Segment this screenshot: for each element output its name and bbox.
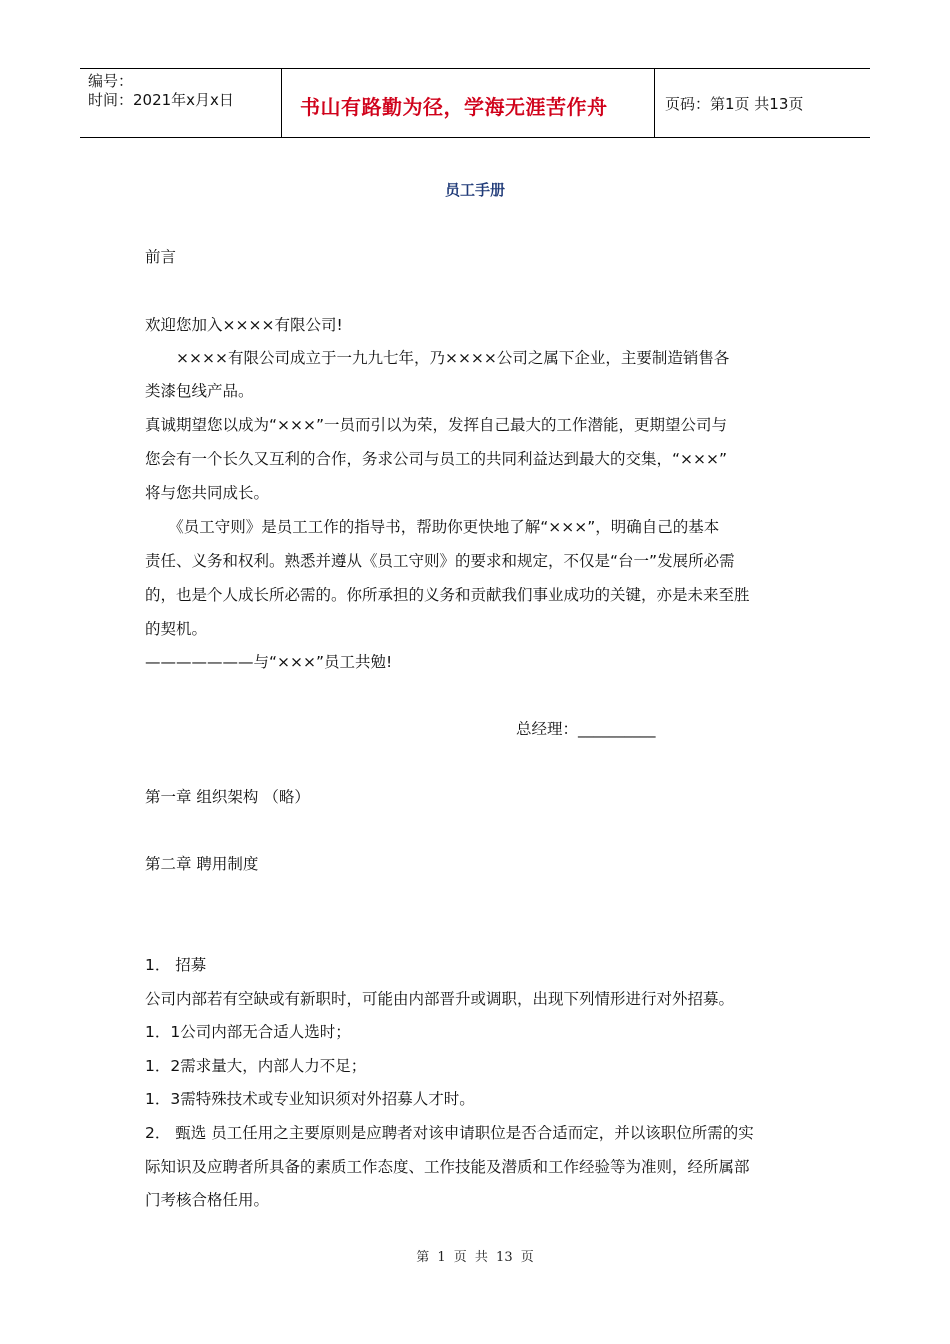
header-page-cell [655,69,870,137]
header-page-info: 页码：第1页 共13页 [665,95,804,113]
body-line: ××××有限公司成立于一九九七年，乃××××公司之属下企业，主要制造销售各 [145,349,730,367]
header-motto-cell [282,69,655,137]
header-motto: 书山有路勤为径，学海无涯苦作舟 [300,95,608,119]
body-line: 将与您共同成长。 [145,484,270,502]
document-date-label: 时间：2021年x月x日 [88,91,234,109]
list-item: 1．2需求量大，内部人力不足； [145,1057,367,1075]
body-line: 门考核合格任用。 [145,1191,270,1209]
motto-line: ———————与“×××”员工共勉! [145,653,393,671]
body-line: 的契机。 [145,620,208,638]
body-line: 《员工守则》是员工工作的指导书，帮助你更快地了解“×××”，明确自己的基本 [145,518,720,536]
body-line: 的，也是个人成长所必需的。你所承担的义务和贡献我们事业成功的关键，亦是未来至胜 [145,586,750,604]
list-item: 1．1公司内部无合适人选时； [145,1023,351,1041]
header-meta-cell [80,69,282,137]
document-header [80,68,870,138]
chapter-2-heading: 第二章 聘用制度 [145,855,259,873]
body-line: 际知识及应聘者所具备的素质工作态度、工作技能及潜质和工作经验等为准则，经所属部 [145,1158,750,1176]
body-line: 2． 甄选 员工任用之主要原则是应聘者对该申请职位是否合适而定，并以该职位所需的实 [145,1124,754,1142]
signature-line: 总经理：__________ [516,720,656,738]
body-line: 真诚期望您以成为“×××”一员而引以为荣，发挥自己最大的工作潜能，更期望公司与 [145,416,728,434]
section-heading: 1． 招募 [145,956,207,974]
welcome-line: 欢迎您加入××××有限公司! [145,316,343,334]
list-item: 1．3需特殊技术或专业知识须对外招募人才时。 [145,1090,475,1108]
preface-heading: 前言 [145,248,177,266]
body-line: 类漆包线产品。 [145,382,254,400]
chapter-1-heading: 第一章 组织架构 （略） [145,788,310,806]
page-footer: 第 1 页 共 13 页 [416,1250,534,1265]
document-number-label: 编号： [88,72,134,90]
body-line: 责任、义务和权利。熟悉并遵从《员工守则》的要求和规定，不仅是“台一”发展所必需 [145,552,735,570]
document-title: 员工手册 [444,181,505,199]
body-line: 公司内部若有空缺或有新职时，可能由内部晋升或调职，出现下列情形进行对外招募。 [145,990,735,1008]
body-line: 您会有一个长久又互利的合作，务求公司与员工的共同利益达到最大的交集，“×××” [145,450,728,468]
